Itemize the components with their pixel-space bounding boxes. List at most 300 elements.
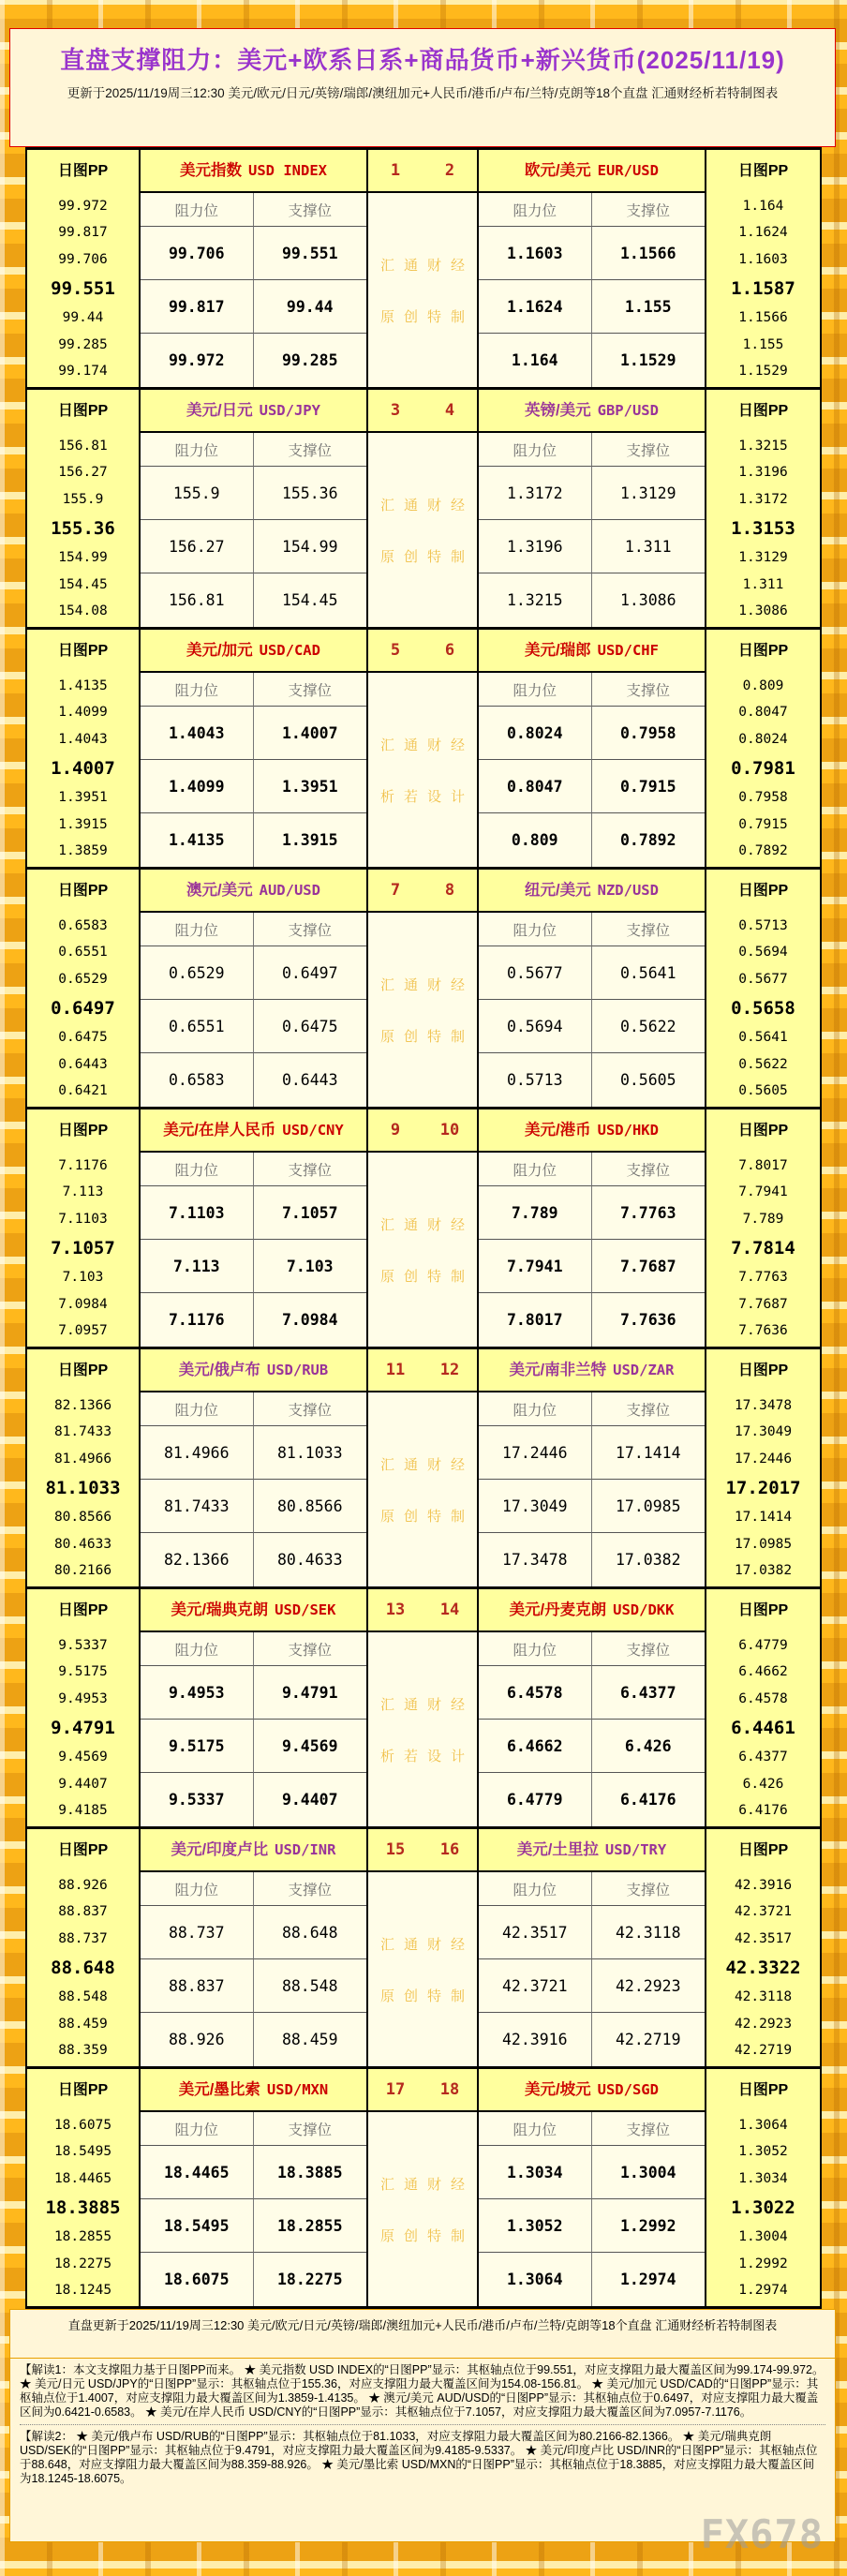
resistance-value: 9.4953 bbox=[141, 1666, 254, 1720]
support-value: 1.1566 bbox=[592, 227, 706, 280]
resistance-value: 155.9 bbox=[141, 467, 254, 520]
support-header: 支撑位 bbox=[592, 1392, 706, 1426]
pp-value: 80.8566 bbox=[53, 1510, 112, 1526]
pp-value: 0.6583 bbox=[58, 918, 108, 934]
resistance-value: 88.737 bbox=[141, 1906, 254, 1959]
daily-pp-column-left bbox=[27, 1829, 141, 2066]
support-header: 支撑位 bbox=[254, 913, 367, 946]
currency-pair-block bbox=[27, 630, 820, 870]
pp-value: 1.1603 bbox=[738, 251, 788, 267]
pair-number-left: 11 bbox=[385, 1361, 406, 1379]
resistance-header: 阻力位 bbox=[479, 1632, 592, 1666]
pp-column-header: 日图PP bbox=[57, 1362, 109, 1378]
resistance-value: 0.809 bbox=[479, 813, 592, 867]
levels-grid bbox=[479, 1632, 705, 1826]
resistance-value: 7.7941 bbox=[479, 1240, 592, 1293]
pair-name-en: USD/ZAR bbox=[613, 1362, 675, 1378]
levels-grid bbox=[141, 913, 366, 1107]
pair-title bbox=[141, 390, 366, 433]
pp-value: 6.4377 bbox=[738, 1750, 788, 1765]
currency-pair-block bbox=[27, 1349, 820, 1589]
pp-value: 17.1414 bbox=[734, 1510, 793, 1526]
support-header: 支撑位 bbox=[592, 433, 706, 467]
pair-title bbox=[479, 2069, 705, 2112]
pair-name-cn: 美元/瑞典克朗 bbox=[171, 1601, 269, 1618]
support-value: 0.6443 bbox=[281, 1071, 338, 1089]
levels-grid bbox=[141, 1632, 366, 1826]
support-value: 17.1414 bbox=[592, 1426, 706, 1480]
watermark-line: 原创特制 bbox=[379, 308, 474, 325]
resistance-value: 18.4465 bbox=[141, 2146, 254, 2199]
support-value: 18.3885 bbox=[254, 2146, 367, 2199]
pp-column-header: 日图PP bbox=[57, 163, 109, 179]
pair-name-en: USD/INR bbox=[275, 1841, 336, 1858]
pp-column-header: 日图PP bbox=[737, 403, 789, 419]
pp-column-header: 日图PP bbox=[57, 883, 109, 899]
support-value: 7.103 bbox=[254, 1240, 367, 1293]
pp-column-header: 日图PP bbox=[57, 2082, 109, 2098]
pp-value: 99.972 bbox=[58, 199, 108, 215]
levels-grid bbox=[479, 1392, 705, 1586]
pp-value: 1.3215 bbox=[738, 439, 788, 454]
levels-grid bbox=[141, 1392, 366, 1586]
daily-pp-column-left bbox=[27, 2069, 141, 2306]
watermark-line: 原创特制 bbox=[379, 1268, 474, 1285]
pair-number-right: 12 bbox=[439, 1361, 460, 1379]
support-value: 1.2974 bbox=[619, 2271, 676, 2288]
pp-value: 6.4578 bbox=[738, 1690, 788, 1706]
pair-table-left bbox=[141, 1829, 368, 2066]
support-header: 支撑位 bbox=[592, 193, 706, 227]
pp-value: 17.2446 bbox=[734, 1451, 793, 1467]
resistance-header: 阻力位 bbox=[479, 1153, 592, 1186]
pp-pivot-value: 17.2017 bbox=[725, 1477, 801, 1498]
pair-title bbox=[141, 150, 366, 193]
support-header: 支撑位 bbox=[254, 2112, 367, 2146]
support-value: 154.45 bbox=[281, 591, 338, 609]
pair-table-right bbox=[479, 150, 706, 387]
resistance-value: 17.3049 bbox=[479, 1480, 592, 1533]
resistance-header: 阻力位 bbox=[141, 673, 254, 707]
pp-value: 6.4662 bbox=[738, 1664, 788, 1680]
pp-value: 18.5495 bbox=[53, 2144, 112, 2160]
pair-title bbox=[479, 390, 705, 433]
pp-values bbox=[706, 1153, 820, 1347]
pp-value: 1.3915 bbox=[58, 816, 108, 832]
pp-values bbox=[706, 913, 820, 1107]
pair-name-en: EUR/USD bbox=[597, 162, 659, 179]
pp-values bbox=[706, 433, 820, 627]
watermark-line: 汇通财经 bbox=[379, 976, 474, 993]
pair-name-cn: 美元/加元 bbox=[186, 642, 253, 659]
support-value: 1.311 bbox=[592, 520, 706, 573]
header bbox=[9, 28, 836, 147]
support-value: 9.4569 bbox=[254, 1720, 367, 1773]
pp-value: 0.6443 bbox=[58, 1056, 108, 1072]
pp-pivot-value: 42.3322 bbox=[725, 1957, 801, 1978]
pp-pivot-value: 7.1057 bbox=[51, 1237, 115, 1258]
pp-column-header: 日图PP bbox=[737, 163, 789, 179]
pp-value: 154.45 bbox=[58, 576, 108, 592]
pp-value: 156.27 bbox=[58, 465, 108, 481]
pp-values bbox=[706, 1392, 820, 1586]
resistance-value: 0.6551 bbox=[141, 1000, 254, 1053]
pp-value: 7.8017 bbox=[738, 1158, 788, 1174]
pair-table-right bbox=[479, 390, 706, 627]
pp-value: 1.3034 bbox=[738, 2170, 788, 2186]
resistance-value: 99.972 bbox=[141, 334, 254, 387]
pair-number-left: 13 bbox=[385, 1601, 406, 1619]
pair-table-right bbox=[479, 1349, 706, 1586]
support-value: 0.6497 bbox=[254, 946, 367, 1000]
pair-title bbox=[141, 1829, 366, 1872]
pp-value: 1.3172 bbox=[738, 491, 788, 507]
support-value: 17.0382 bbox=[615, 1551, 681, 1569]
pp-value: 0.5641 bbox=[738, 1030, 788, 1046]
daily-pp-column-left bbox=[27, 1349, 141, 1586]
pp-value: 42.3916 bbox=[734, 1878, 793, 1894]
brand-watermark bbox=[368, 913, 477, 1107]
pp-value: 1.155 bbox=[742, 336, 784, 352]
pp-column-header: 日图PP bbox=[737, 2082, 789, 2098]
resistance-value: 18.6075 bbox=[141, 2253, 254, 2306]
pair-name-en: AUD/USD bbox=[259, 882, 320, 899]
pp-value: 81.7433 bbox=[53, 1424, 112, 1440]
pair-number-right: 10 bbox=[439, 1121, 460, 1139]
pp-values bbox=[706, 193, 820, 387]
support-value: 88.648 bbox=[254, 1906, 367, 1959]
resistance-header: 阻力位 bbox=[141, 1153, 254, 1186]
pp-pivot-value: 0.7981 bbox=[731, 757, 795, 779]
pp-pivot-value: 1.1587 bbox=[731, 277, 795, 299]
support-value: 80.4633 bbox=[276, 1551, 343, 1569]
resistance-header: 阻力位 bbox=[479, 433, 592, 467]
pair-title bbox=[479, 1109, 705, 1153]
pair-table-right bbox=[479, 1589, 706, 1826]
currency-pair-block bbox=[27, 390, 820, 630]
pair-index-column bbox=[368, 1349, 479, 1586]
watermark-line: 汇通财经 bbox=[379, 2176, 474, 2193]
pair-name-en: USD/RUB bbox=[266, 1362, 329, 1378]
daily-pp-column-left bbox=[27, 870, 141, 1107]
page-title: 直盘支撑阻力：美元+欧系日系+商品货币+新兴货币(2025/11/19) bbox=[60, 46, 785, 74]
pair-numbers bbox=[368, 2069, 477, 2112]
note-2: 【解读2： ★ 美元/俄卢布 USD/RUB的“日图PP”显示：其枢轴点位于81.1033，对应支撑阻力最大覆盖区间为80.2166-82.1366。 ★ 美元/瑞典克朗 USD/SEK的“日图PP”显示：其枢轴点位于9.4791，对应支撑阻力最大覆盖区间为9.4185-9.5337。 ★ 美元/印度卢比 USD/INR的“日图PP”显示：其枢轴点位于88.648，对应支撑阻力最大覆盖区间为88.359-88.926。 ★ 美元/墨比索 USD/MXN的“日图PP”显示：其枢轴点位于18.3885，对应支撑阻力最大覆盖区间为18.1245-18.6075。 bbox=[20, 2430, 818, 2485]
pair-index-column bbox=[368, 150, 479, 387]
brand-watermark bbox=[368, 1632, 477, 1826]
pair-number-left: 3 bbox=[390, 401, 401, 420]
pp-value: 99.706 bbox=[58, 251, 108, 267]
support-header: 支撑位 bbox=[592, 2112, 706, 2146]
watermark-line: 汇通财经 bbox=[379, 1936, 474, 1953]
pp-value: 0.5622 bbox=[738, 1056, 788, 1072]
support-value: 9.4407 bbox=[281, 1791, 338, 1809]
update-line-box bbox=[9, 2309, 836, 2359]
pair-numbers bbox=[368, 1829, 477, 1872]
pp-value: 17.3049 bbox=[734, 1424, 793, 1440]
resistance-value: 81.4966 bbox=[141, 1426, 254, 1480]
pair-name-cn: 英镑/美元 bbox=[525, 402, 591, 419]
watermark-line: 汇通财经 bbox=[379, 1696, 474, 1713]
pp-pivot-value: 18.3885 bbox=[45, 2196, 121, 2218]
pair-number-left: 7 bbox=[390, 881, 401, 900]
currency-pair-block bbox=[27, 1109, 820, 1349]
pair-name-en: USD/CNY bbox=[282, 1122, 344, 1139]
support-value: 42.2923 bbox=[592, 1959, 706, 2013]
levels-grid bbox=[141, 433, 366, 627]
resistance-header: 阻力位 bbox=[479, 193, 592, 227]
pp-pivot-value: 1.3153 bbox=[731, 517, 795, 539]
support-value: 0.7915 bbox=[592, 760, 706, 813]
pp-column-header: 日图PP bbox=[57, 643, 109, 659]
pair-name-cn: 美元/港币 bbox=[525, 1122, 591, 1139]
pp-values bbox=[27, 193, 139, 387]
pp-value: 0.8047 bbox=[738, 705, 788, 721]
pair-name-en: USD/JPY bbox=[259, 402, 320, 419]
levels-grid bbox=[479, 913, 705, 1107]
pp-column-header: 日图PP bbox=[737, 1842, 789, 1858]
pp-value: 42.3721 bbox=[734, 1904, 793, 1920]
daily-pp-column-right bbox=[706, 1589, 820, 1826]
resistance-value: 17.3478 bbox=[479, 1533, 592, 1586]
resistance-value: 0.5694 bbox=[479, 1000, 592, 1053]
pair-name-cn: 美元/墨比索 bbox=[178, 2081, 260, 2098]
pp-value: 0.7958 bbox=[738, 790, 788, 806]
pp-value: 1.164 bbox=[742, 199, 784, 215]
pair-number-right: 6 bbox=[444, 641, 455, 660]
pp-value: 0.7915 bbox=[738, 816, 788, 832]
resistance-value: 1.4043 bbox=[141, 707, 254, 760]
pp-value: 9.4185 bbox=[58, 1802, 108, 1818]
resistance-header: 阻力位 bbox=[479, 913, 592, 946]
pair-name-cn: 美元/印度卢比 bbox=[171, 1841, 269, 1858]
pp-value: 0.5694 bbox=[738, 945, 788, 960]
daily-pp-column-left bbox=[27, 1109, 141, 1347]
pp-value: 156.81 bbox=[58, 439, 108, 454]
pp-value: 18.4465 bbox=[53, 2170, 112, 2186]
resistance-header: 阻力位 bbox=[141, 913, 254, 946]
pair-title bbox=[141, 2069, 366, 2112]
pp-column-header: 日图PP bbox=[737, 1602, 789, 1618]
pp-value: 99.174 bbox=[58, 363, 108, 379]
resistance-value: 6.4578 bbox=[479, 1666, 592, 1720]
pair-name-cn: 美元/在岸人民币 bbox=[163, 1122, 276, 1139]
pair-table-right bbox=[479, 1829, 706, 2066]
resistance-value: 1.4135 bbox=[141, 813, 254, 867]
support-header: 支撑位 bbox=[254, 673, 367, 707]
pair-name-en: USD/CAD bbox=[259, 642, 320, 659]
pair-name-en: USD/TRY bbox=[604, 1841, 667, 1858]
daily-pp-column-right bbox=[706, 150, 820, 387]
support-value: 0.7892 bbox=[619, 831, 676, 849]
levels-grid bbox=[479, 433, 705, 627]
pair-index-column bbox=[368, 1829, 479, 2066]
pair-index-column bbox=[368, 2069, 479, 2306]
pp-value: 1.3064 bbox=[738, 2118, 788, 2134]
pp-value: 88.459 bbox=[58, 2016, 108, 2032]
pair-numbers bbox=[368, 390, 477, 433]
pp-values bbox=[27, 913, 139, 1107]
pair-number-left: 5 bbox=[390, 641, 401, 660]
support-value: 88.459 bbox=[281, 2031, 338, 2048]
support-value: 0.5641 bbox=[592, 946, 706, 1000]
pair-title bbox=[479, 1589, 705, 1632]
resistance-value: 82.1366 bbox=[141, 1533, 254, 1586]
pair-table-left bbox=[141, 870, 368, 1107]
pair-table-left bbox=[141, 390, 368, 627]
pp-value: 1.4135 bbox=[58, 678, 108, 694]
resistance-value: 42.3721 bbox=[479, 1959, 592, 2013]
pp-value: 1.3052 bbox=[738, 2144, 788, 2160]
pp-value: 99.817 bbox=[58, 225, 108, 241]
pair-table-left bbox=[141, 1109, 368, 1347]
pp-values bbox=[706, 2112, 820, 2306]
pp-value: 7.113 bbox=[62, 1184, 104, 1200]
pair-table-right bbox=[479, 2069, 706, 2306]
pp-value: 1.3859 bbox=[58, 842, 108, 858]
support-value: 0.7958 bbox=[592, 707, 706, 760]
levels-grid bbox=[141, 673, 366, 867]
resistance-value: 1.3172 bbox=[479, 467, 592, 520]
pp-value: 0.6529 bbox=[58, 971, 108, 987]
pp-value: 18.1245 bbox=[53, 2282, 112, 2298]
pp-value: 1.2992 bbox=[738, 2256, 788, 2271]
pair-title bbox=[141, 1589, 366, 1632]
support-value: 81.1033 bbox=[254, 1426, 367, 1480]
pp-value: 88.837 bbox=[58, 1904, 108, 1920]
pair-name-en: USD/DKK bbox=[613, 1601, 675, 1618]
support-value: 6.426 bbox=[592, 1720, 706, 1773]
fx678-watermark: FX678 bbox=[700, 2511, 824, 2557]
pp-value: 88.926 bbox=[58, 1878, 108, 1894]
pair-table-left bbox=[141, 630, 368, 867]
levels-grid bbox=[479, 1872, 705, 2066]
pp-value: 6.426 bbox=[742, 1776, 784, 1792]
pp-value: 82.1366 bbox=[53, 1398, 112, 1414]
pair-name-en: NZD/USD bbox=[597, 882, 659, 899]
support-value: 7.7687 bbox=[592, 1240, 706, 1293]
pp-value: 0.6475 bbox=[58, 1030, 108, 1046]
pp-value: 88.548 bbox=[58, 1989, 108, 2005]
daily-pp-column-right bbox=[706, 1349, 820, 1586]
pp-values bbox=[27, 673, 139, 867]
pair-name-en: USD/HKD bbox=[597, 1122, 659, 1139]
resistance-value: 6.4662 bbox=[479, 1720, 592, 1773]
pp-value: 9.4407 bbox=[58, 1776, 108, 1792]
support-value: 1.3915 bbox=[281, 831, 338, 849]
currency-pair-block bbox=[27, 1829, 820, 2069]
watermark-line: 原创特制 bbox=[379, 1508, 474, 1525]
resistance-value: 1.3034 bbox=[479, 2146, 592, 2199]
support-value: 0.5605 bbox=[619, 1071, 676, 1089]
resistance-value: 88.837 bbox=[141, 1959, 254, 2013]
pp-value: 1.311 bbox=[742, 576, 784, 592]
pair-name-cn: 美元/日元 bbox=[186, 402, 253, 419]
currency-pair-block bbox=[27, 1589, 820, 1829]
resistance-value: 99.706 bbox=[141, 227, 254, 280]
pair-title bbox=[479, 1829, 705, 1872]
pp-column-header: 日图PP bbox=[57, 403, 109, 419]
pair-number-left: 15 bbox=[385, 1840, 406, 1859]
pair-numbers bbox=[368, 1109, 477, 1153]
levels-grid bbox=[141, 1153, 366, 1347]
pp-value: 0.6421 bbox=[58, 1082, 108, 1098]
pp-value: 42.3517 bbox=[734, 1930, 793, 1946]
resistance-value: 0.6529 bbox=[141, 946, 254, 1000]
pp-value: 7.1103 bbox=[58, 1211, 108, 1227]
support-value: 18.2275 bbox=[276, 2271, 343, 2288]
pp-value: 0.5677 bbox=[738, 971, 788, 987]
pp-column-header: 日图PP bbox=[737, 1123, 789, 1139]
pair-number-right: 8 bbox=[444, 881, 455, 900]
pair-table-left bbox=[141, 1349, 368, 1586]
pair-number-right: 4 bbox=[444, 401, 455, 420]
pp-value: 1.4099 bbox=[58, 705, 108, 721]
pair-numbers bbox=[368, 870, 477, 913]
pp-column-header: 日图PP bbox=[737, 883, 789, 899]
brand-watermark bbox=[368, 2112, 477, 2306]
pp-column-header: 日图PP bbox=[57, 1123, 109, 1139]
pp-values bbox=[27, 1153, 139, 1347]
pp-value: 42.2923 bbox=[734, 2016, 793, 2032]
pp-value: 7.7763 bbox=[738, 1270, 788, 1286]
watermark-line: 汇通财经 bbox=[379, 737, 474, 753]
note-1: 【解读1：本文支撑阻力基于日图PP而来。 ★ 美元指数 USD INDEX的“日图PP”显示：其枢轴点位于99.551，对应支撑阻力最大覆盖区间为99.174-99.972。 ★ 美元/日元 USD/JPY的“日图PP”显示：其枢轴点位于155.36，对应支撑阻力最大覆盖区间为154.08-156.81。 ★ 美元/加元 USD/CAD的“日图PP”显示：其枢轴点位于1.4007，对应支撑阻力最大覆盖区间为1.3859-1.4135。 ★ 澳元/美元 AUD/USD的“日图PP”显示：其枢轴点位于0.6497，对应支撑阻力最大覆盖区间为0.6421-0.6583。 ★ 美元/在岸人民币 USD/CNY的“日图PP”显示：其枢轴点位于7.1057，对应支撑阻力最大覆盖区间为7.0957-7.1176。 bbox=[20, 2363, 825, 2425]
pp-value: 88.359 bbox=[58, 2042, 108, 2058]
pair-table-left bbox=[141, 1589, 368, 1826]
watermark-line: 原创特制 bbox=[379, 548, 474, 565]
pair-name-en: USD/CHF bbox=[597, 642, 659, 659]
pp-value: 42.3118 bbox=[734, 1989, 793, 2005]
pair-table-left bbox=[141, 150, 368, 387]
support-value: 1.2992 bbox=[592, 2199, 706, 2253]
pp-value: 18.6075 bbox=[53, 2118, 112, 2134]
pp-value: 7.7636 bbox=[738, 1322, 788, 1338]
resistance-value: 0.5713 bbox=[479, 1053, 592, 1107]
pair-name-en: USD INDEX bbox=[248, 162, 327, 179]
support-value: 1.1529 bbox=[619, 351, 676, 369]
daily-pp-column-left bbox=[27, 390, 141, 627]
resistance-value: 1.4099 bbox=[141, 760, 254, 813]
support-header: 支撑位 bbox=[592, 1632, 706, 1666]
daily-pp-column-right bbox=[706, 870, 820, 1107]
pp-value: 80.4633 bbox=[53, 1536, 112, 1552]
pair-title bbox=[479, 870, 705, 913]
watermark-line: 汇通财经 bbox=[379, 497, 474, 514]
pair-table-right bbox=[479, 870, 706, 1107]
support-header: 支撑位 bbox=[592, 673, 706, 707]
pair-numbers bbox=[368, 1589, 477, 1632]
resistance-value: 88.926 bbox=[141, 2013, 254, 2066]
support-value: 1.3086 bbox=[619, 591, 676, 609]
pp-value: 6.4779 bbox=[738, 1638, 788, 1654]
support-header: 支撑位 bbox=[592, 1872, 706, 1906]
daily-pp-column-left bbox=[27, 1589, 141, 1826]
currency-pair-block bbox=[27, 150, 820, 390]
resistance-value: 0.6583 bbox=[141, 1053, 254, 1107]
pp-column-header: 日图PP bbox=[737, 643, 789, 659]
pair-title bbox=[479, 630, 705, 673]
pair-table-right bbox=[479, 630, 706, 867]
pp-value: 1.2974 bbox=[738, 2282, 788, 2298]
pair-title bbox=[141, 1109, 366, 1153]
pp-value: 88.737 bbox=[58, 1930, 108, 1946]
pair-number-right: 16 bbox=[439, 1840, 460, 1859]
daily-pp-column-left bbox=[27, 630, 141, 867]
support-value: 154.99 bbox=[254, 520, 367, 573]
pp-pivot-value: 81.1033 bbox=[45, 1477, 121, 1498]
support-value: 1.3129 bbox=[592, 467, 706, 520]
